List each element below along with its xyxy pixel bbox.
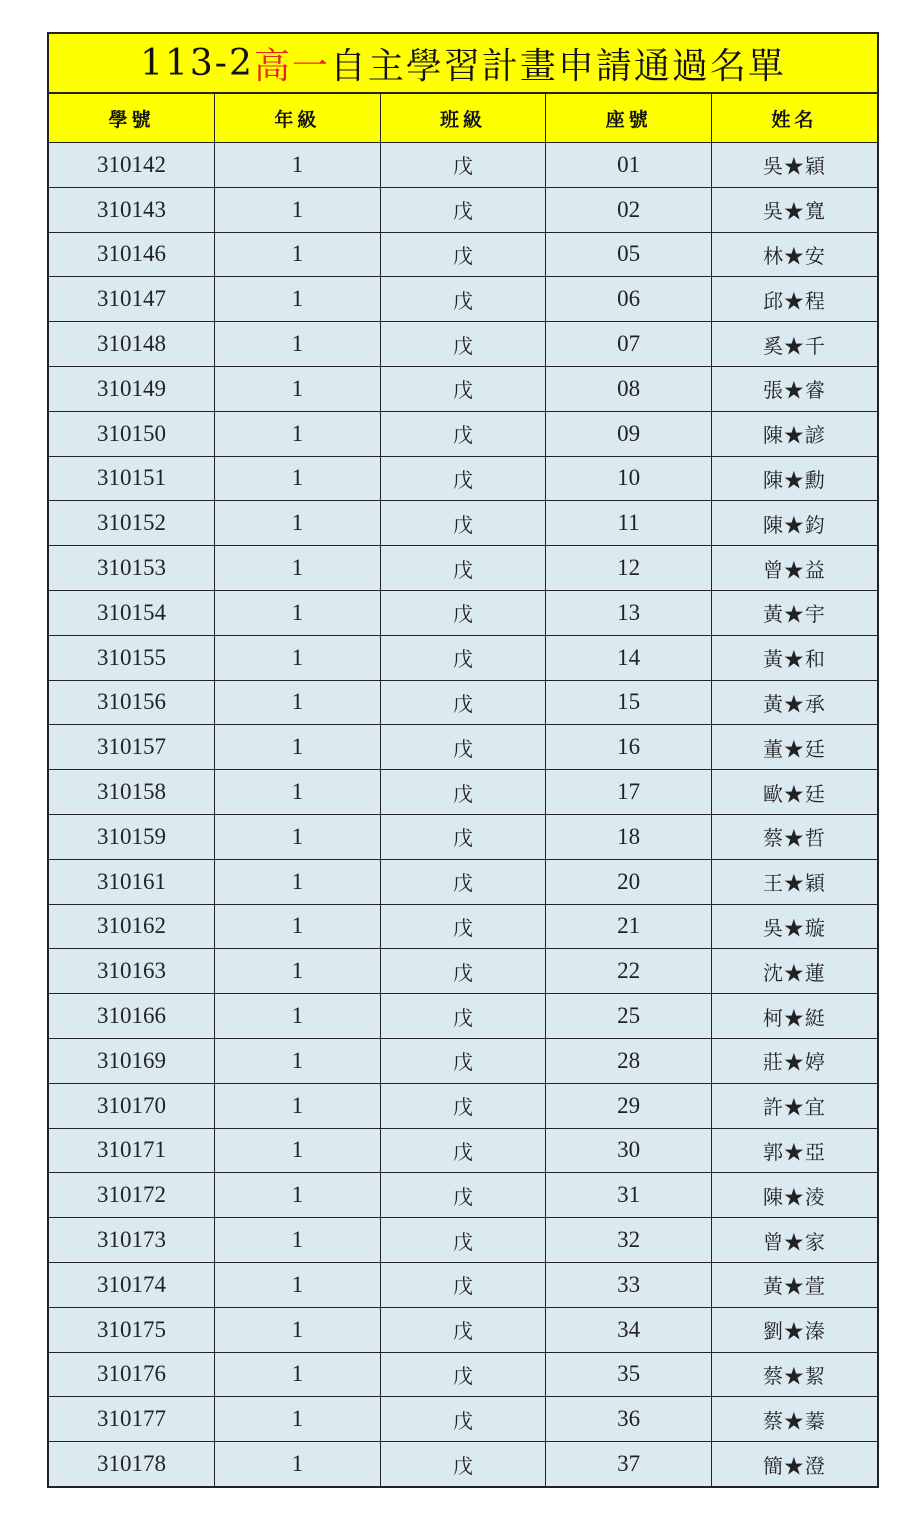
seat-no-cell: 07 <box>546 322 712 367</box>
grade-cell: 1 <box>215 680 381 725</box>
seat-no-cell: 21 <box>546 904 712 949</box>
name-cell: 董★廷 <box>711 725 877 770</box>
table-row <box>49 1128 877 1173</box>
class-cell: 戊 <box>380 187 546 232</box>
student-id-cell: 310177 <box>49 1397 215 1442</box>
name-cell: 簡★澄 <box>711 1442 877 1486</box>
seat-no-cell: 34 <box>546 1307 712 1352</box>
student-id-cell: 310154 <box>49 590 215 635</box>
table-row <box>49 590 877 635</box>
name-cell: 曾★益 <box>711 546 877 591</box>
name-cell: 吳★璇 <box>711 904 877 949</box>
student-id-cell: 310161 <box>49 859 215 904</box>
class-cell: 戊 <box>380 277 546 322</box>
table-row <box>49 814 877 859</box>
student-id-cell: 310142 <box>49 143 215 188</box>
grade-cell: 1 <box>215 546 381 591</box>
grade-cell: 1 <box>215 994 381 1039</box>
title-prefix: 113-2 <box>140 42 254 84</box>
table-row <box>49 1307 877 1352</box>
seat-no-cell: 09 <box>546 411 712 456</box>
name-cell: 奚★千 <box>711 322 877 367</box>
seat-no-cell: 32 <box>546 1218 712 1263</box>
student-id-cell: 310163 <box>49 949 215 994</box>
grade-cell: 1 <box>215 814 381 859</box>
seat-no-cell: 22 <box>546 949 712 994</box>
table-row <box>49 1352 877 1397</box>
name-cell: 蔡★蓁 <box>711 1397 877 1442</box>
table-row <box>49 1038 877 1083</box>
table-row <box>49 546 877 591</box>
student-id-cell: 310170 <box>49 1083 215 1128</box>
name-cell: 黃★宇 <box>711 590 877 635</box>
seat-no-cell: 10 <box>546 456 712 501</box>
name-cell: 吳★寬 <box>711 187 877 232</box>
name-cell: 黃★萱 <box>711 1262 877 1307</box>
seat-no-cell: 15 <box>546 680 712 725</box>
student-id-cell: 310174 <box>49 1262 215 1307</box>
student-id-cell: 310152 <box>49 501 215 546</box>
student-id-cell: 310146 <box>49 232 215 277</box>
approval-list-sheet <box>47 32 879 1488</box>
class-cell: 戊 <box>380 904 546 949</box>
name-cell: 林★安 <box>711 232 877 277</box>
student-id-cell: 310175 <box>49 1307 215 1352</box>
grade-cell: 1 <box>215 1352 381 1397</box>
class-cell: 戊 <box>380 770 546 815</box>
class-cell: 戊 <box>380 1307 546 1352</box>
table-row <box>49 232 877 277</box>
seat-no-cell: 20 <box>546 859 712 904</box>
student-id-cell: 310173 <box>49 1218 215 1263</box>
seat-no-cell: 05 <box>546 232 712 277</box>
table-row <box>49 1218 877 1263</box>
seat-no-cell: 35 <box>546 1352 712 1397</box>
class-cell: 戊 <box>380 1173 546 1218</box>
table-row <box>49 680 877 725</box>
class-cell: 戊 <box>380 949 546 994</box>
name-cell: 陳★諺 <box>711 411 877 456</box>
grade-cell: 1 <box>215 1442 381 1486</box>
student-id-cell: 310147 <box>49 277 215 322</box>
grade-cell: 1 <box>215 1083 381 1128</box>
seat-no-cell: 30 <box>546 1128 712 1173</box>
header-name: 姓名 <box>711 94 877 143</box>
name-cell: 蔡★哲 <box>711 814 877 859</box>
grade-cell: 1 <box>215 904 381 949</box>
student-id-cell: 310156 <box>49 680 215 725</box>
class-cell: 戊 <box>380 859 546 904</box>
name-cell: 劉★溱 <box>711 1307 877 1352</box>
name-cell: 曾★家 <box>711 1218 877 1263</box>
name-cell: 蔡★絜 <box>711 1352 877 1397</box>
seat-no-cell: 16 <box>546 725 712 770</box>
name-cell: 莊★婷 <box>711 1038 877 1083</box>
name-cell: 郭★亞 <box>711 1128 877 1173</box>
seat-no-cell: 12 <box>546 546 712 591</box>
table-row <box>49 456 877 501</box>
table-row <box>49 1083 877 1128</box>
header-student-id: 學號 <box>49 94 215 143</box>
name-cell: 吳★穎 <box>711 143 877 188</box>
seat-no-cell: 37 <box>546 1442 712 1486</box>
student-id-cell: 310153 <box>49 546 215 591</box>
table-row <box>49 366 877 411</box>
student-id-cell: 310162 <box>49 904 215 949</box>
table-row <box>49 635 877 680</box>
seat-no-cell: 31 <box>546 1173 712 1218</box>
name-cell: 許★宜 <box>711 1083 877 1128</box>
student-id-cell: 310149 <box>49 366 215 411</box>
header-grade: 年級 <box>215 94 381 143</box>
student-id-cell: 310172 <box>49 1173 215 1218</box>
class-cell: 戊 <box>380 1262 546 1307</box>
student-id-cell: 310169 <box>49 1038 215 1083</box>
name-cell: 陳★勳 <box>711 456 877 501</box>
grade-cell: 1 <box>215 411 381 456</box>
seat-no-cell: 11 <box>546 501 712 546</box>
seat-no-cell: 18 <box>546 814 712 859</box>
class-cell: 戊 <box>380 590 546 635</box>
seat-no-cell: 01 <box>546 143 712 188</box>
table-row <box>49 143 877 188</box>
grade-cell: 1 <box>215 770 381 815</box>
seat-no-cell: 25 <box>546 994 712 1039</box>
class-cell: 戊 <box>380 143 546 188</box>
name-cell: 黃★承 <box>711 680 877 725</box>
student-id-cell: 310157 <box>49 725 215 770</box>
class-cell: 戊 <box>380 635 546 680</box>
page-title <box>49 34 877 94</box>
table-body <box>49 143 877 1486</box>
table-row <box>49 994 877 1039</box>
title-highlight: 高一 <box>253 45 330 87</box>
seat-no-cell: 36 <box>546 1397 712 1442</box>
grade-cell: 1 <box>215 590 381 635</box>
grade-cell: 1 <box>215 1173 381 1218</box>
grade-cell: 1 <box>215 366 381 411</box>
grade-cell: 1 <box>215 322 381 367</box>
table-row <box>49 1262 877 1307</box>
table-row <box>49 322 877 367</box>
student-id-cell: 310150 <box>49 411 215 456</box>
grade-cell: 1 <box>215 1262 381 1307</box>
class-cell: 戊 <box>380 322 546 367</box>
header-seat-no: 座號 <box>546 94 712 143</box>
seat-no-cell: 13 <box>546 590 712 635</box>
name-cell: 柯★綎 <box>711 994 877 1039</box>
table-row <box>49 859 877 904</box>
student-id-cell: 310166 <box>49 994 215 1039</box>
seat-no-cell: 14 <box>546 635 712 680</box>
name-cell: 黃★和 <box>711 635 877 680</box>
table-header-row <box>49 94 877 143</box>
grade-cell: 1 <box>215 501 381 546</box>
class-cell: 戊 <box>380 501 546 546</box>
class-cell: 戊 <box>380 994 546 1039</box>
class-cell: 戊 <box>380 232 546 277</box>
class-cell: 戊 <box>380 814 546 859</box>
table-row <box>49 1173 877 1218</box>
table-row <box>49 949 877 994</box>
table-row <box>49 411 877 456</box>
class-cell: 戊 <box>380 1352 546 1397</box>
class-cell: 戊 <box>380 1442 546 1486</box>
table-row <box>49 725 877 770</box>
name-cell: 陳★鈞 <box>711 501 877 546</box>
name-cell: 沈★蓮 <box>711 949 877 994</box>
class-cell: 戊 <box>380 1083 546 1128</box>
grade-cell: 1 <box>215 1038 381 1083</box>
table-row <box>49 187 877 232</box>
class-cell: 戊 <box>380 725 546 770</box>
student-id-cell: 310143 <box>49 187 215 232</box>
name-cell: 王★穎 <box>711 859 877 904</box>
grade-cell: 1 <box>215 232 381 277</box>
name-cell: 陳★淩 <box>711 1173 877 1218</box>
grade-cell: 1 <box>215 725 381 770</box>
table-row <box>49 770 877 815</box>
seat-no-cell: 02 <box>546 187 712 232</box>
seat-no-cell: 28 <box>546 1038 712 1083</box>
student-id-cell: 310171 <box>49 1128 215 1173</box>
class-cell: 戊 <box>380 1397 546 1442</box>
grade-cell: 1 <box>215 635 381 680</box>
name-cell: 邱★程 <box>711 277 877 322</box>
header-class: 班級 <box>380 94 546 143</box>
student-id-cell: 310178 <box>49 1442 215 1486</box>
name-cell: 歐★廷 <box>711 770 877 815</box>
class-cell: 戊 <box>380 1038 546 1083</box>
table-row <box>49 904 877 949</box>
student-id-cell: 310159 <box>49 814 215 859</box>
table-row <box>49 277 877 322</box>
student-id-cell: 310176 <box>49 1352 215 1397</box>
student-id-cell: 310148 <box>49 322 215 367</box>
student-id-cell: 310151 <box>49 456 215 501</box>
name-cell: 張★睿 <box>711 366 877 411</box>
grade-cell: 1 <box>215 277 381 322</box>
grade-cell: 1 <box>215 949 381 994</box>
table-row <box>49 1397 877 1442</box>
grade-cell: 1 <box>215 187 381 232</box>
class-cell: 戊 <box>380 1218 546 1263</box>
class-cell: 戊 <box>380 366 546 411</box>
table-row <box>49 1442 877 1486</box>
seat-no-cell: 06 <box>546 277 712 322</box>
grade-cell: 1 <box>215 456 381 501</box>
title-rest: 自主學習計畫申請通過名單 <box>329 45 786 87</box>
class-cell: 戊 <box>380 680 546 725</box>
class-cell: 戊 <box>380 456 546 501</box>
student-table <box>49 94 877 1486</box>
grade-cell: 1 <box>215 1218 381 1263</box>
table-row <box>49 501 877 546</box>
grade-cell: 1 <box>215 143 381 188</box>
grade-cell: 1 <box>215 1128 381 1173</box>
class-cell: 戊 <box>380 411 546 456</box>
seat-no-cell: 17 <box>546 770 712 815</box>
grade-cell: 1 <box>215 859 381 904</box>
seat-no-cell: 29 <box>546 1083 712 1128</box>
seat-no-cell: 08 <box>546 366 712 411</box>
student-id-cell: 310158 <box>49 770 215 815</box>
class-cell: 戊 <box>380 546 546 591</box>
seat-no-cell: 33 <box>546 1262 712 1307</box>
grade-cell: 1 <box>215 1307 381 1352</box>
class-cell: 戊 <box>380 1128 546 1173</box>
student-id-cell: 310155 <box>49 635 215 680</box>
grade-cell: 1 <box>215 1397 381 1442</box>
